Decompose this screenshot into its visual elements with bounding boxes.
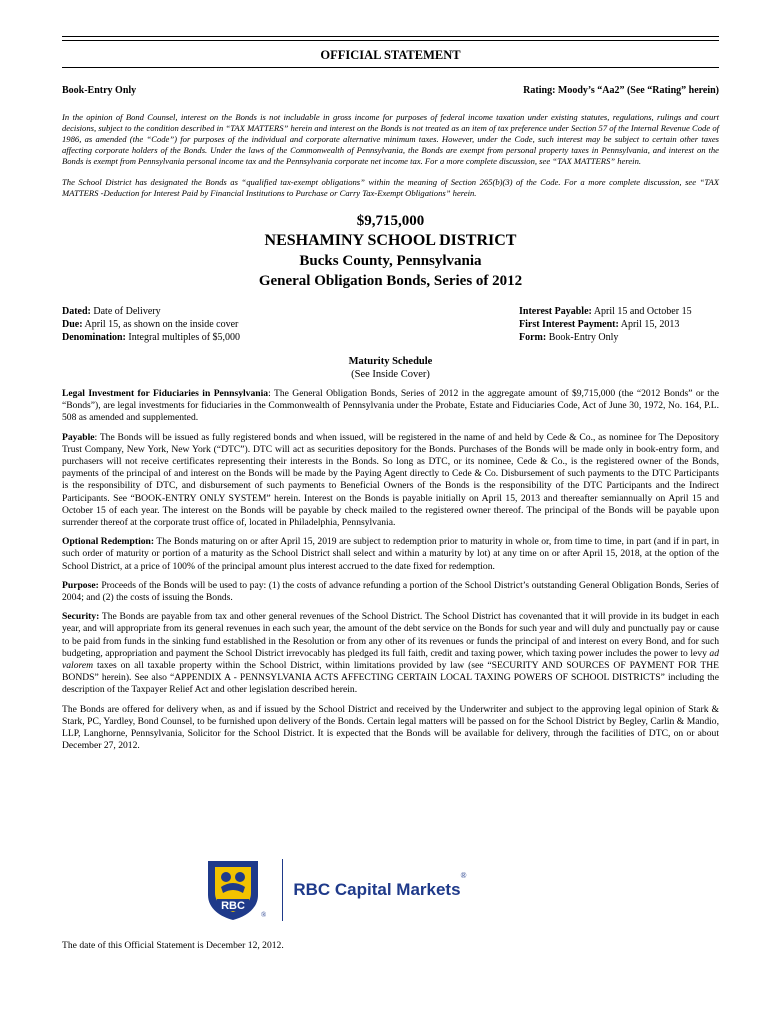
document-heading: OFFICIAL STATEMENT	[320, 48, 461, 62]
security-paragraph	[62, 611, 719, 696]
denomination-label: Denomination:	[62, 332, 126, 343]
purpose-label: Purpose:	[62, 579, 99, 591]
rbc-mark-text: RBC	[221, 900, 245, 912]
heading-rule	[62, 67, 719, 68]
maturity-block	[62, 355, 719, 381]
terms-left	[62, 305, 240, 344]
redemption-paragraph	[62, 536, 719, 573]
interest-payable-label: Interest Payable:	[519, 306, 592, 317]
payable-paragraph	[62, 432, 719, 530]
purpose-paragraph	[62, 580, 719, 604]
terms-right	[519, 305, 719, 344]
rbc-mark-reg: ®	[261, 911, 267, 919]
rbc-shield-icon	[205, 859, 261, 921]
legal-investment-paragraph	[62, 388, 719, 425]
rbc-name-reg: ®	[460, 871, 467, 880]
top-rule	[62, 36, 719, 37]
offering-paragraph: The Bonds are offered for delivery when, as and if issued by the School District and received by the Underwriter and subject to the approving legal opinion of Stark & Stark, PC, Yardley, Bond Counsel, to be furnished upon delivery of the Bonds. Certain legal matters will be passed on for the School District by Begley, Carlin & Mandio, LLP, Langhorne, Pennsylvania, Solicitor for the School District. It is expected that the Bonds will be available for delivery, through the facilities of DTC, on or about December 27, 2012.	[62, 703, 719, 752]
redemption-text: The Bonds maturing on or after April 15, 2019 are subject to redemption prior to maturity in whole or, from time to time, in part (and if in part, in such order of maturity or portion of a maturity as the School District shall select and within a maturity by lot) at any time on or after April 15, 2018, at the option of the School District, at a price of 100% of the principal amount plus interest accrued to the date fixed for redemption.	[62, 536, 719, 572]
statement-date: The date of this Official Statement is December 12, 2012.	[62, 940, 284, 951]
designation-paragraph: The School District has designated the Bonds as “qualified tax-exempt obligations” within the meaning of Section 265(b)(3) of the Code. For a more complete discussion, see “TAX MATTERS -Deduction for Interest Paid by Financial Institutions to Purchase or Carry Tax-Exempt Obligations” herein.	[62, 177, 719, 198]
dated-label: Dated:	[62, 306, 91, 317]
header-row	[62, 85, 719, 96]
official-statement-page	[62, 36, 719, 752]
form-value: Book-Entry Only	[548, 332, 619, 343]
book-entry-label: Book-Entry Only	[62, 85, 137, 96]
security-text-b: taxes on all taxable property within the School District, within limitations provided by law (see “SECURITY AND SOURCES OF PAYMENT FOR THE BONDS” herein). See also “APPENDIX A - PENNSYLVANIA ACTS AFFECTING CERTAIN LOCAL TAXING POWERS OF SCHOOL DISTRICTS” including the description of the Taxpayer Relief Act and other legislation described herein.	[62, 660, 719, 696]
security-text-italic: ad valorem	[62, 647, 719, 672]
issuer-name: NESHAMINY SCHOOL DISTRICT	[264, 232, 517, 249]
form-label: Form:	[519, 332, 547, 343]
logo-divider	[282, 859, 283, 921]
security-text-a: The Bonds are payable from tax and other general revenues of the School District. The School District has covenanted that it will provide in its budget in each year, and will appropriate from its general revenues in each such year, the amount of the debt service on the Bonds for such year and will duly and punctually pay or cause to be paid from funds in the sinking fund established in the Resolution or from any other of its revenues or funds the principal of and interest on every Bond, and for such budgeting, appropriation and payment the School District irrevocably has pledged its full faith, credit and taxing power, which taxing power includes the power to levy	[62, 611, 719, 659]
maturity-title: Maturity Schedule	[348, 356, 433, 367]
legal-investment-label: Legal Investment for Fiduciaries in Pennsylvania	[62, 388, 269, 399]
first-interest-label: First Interest Payment:	[519, 319, 619, 330]
payable-label: Payable	[62, 431, 95, 443]
redemption-label: Optional Redemption:	[62, 536, 155, 548]
bond-title-block	[62, 211, 719, 291]
rating-label: Rating: Moody’s “Aa2” (See “Rating” herein)	[523, 85, 719, 96]
due-label: Due:	[62, 319, 83, 330]
payable-text: : The Bonds will be issued as fully registered bonds and when issued, will be registered in the name of and held by Cede & Co., as nominee for The Depository Trust Company, New York, New York (“DTC”). DTC will act as securities depository for the Bonds. Purchases of the Bonds will be made only in book-entry form, and purchasers will not receive certificates representing their interests in the Bonds. So long as DTC, or its nominee, Cede & Co., is the registered owner of the Bonds, payments of the principal of and interest on the Bonds will be made by the Paying Agent directly to Cede & Co. Disbursement of such payments to the DTC Participants is the responsibility of DTC, and disbursement of such payments to Beneficial Owners of the Bonds is the responsibility of the DTC Participants and the Indirect Participants. See “BOOK-ENTRY ONLY SYSTEM” herein. Interest on the Bonds is payable initially on April 15, 2013 and thereafter semiannually on April 15 and October 15 of each year. The interest on the Bonds will be payable by check mailed to the registered owner thereof. The principal of the Bonds will be payable upon surrender thereof at the corporate trust office of, located in Philadelphia, Pennsylvania.	[62, 431, 719, 529]
county-name: Bucks County, Pennsylvania	[299, 253, 482, 269]
maturity-note: (See Inside Cover)	[351, 369, 430, 380]
security-label: Security:	[62, 611, 100, 623]
due-value: April 15, as shown on the inside cover	[84, 319, 239, 330]
series-name: General Obligation Bonds, Series of 2012	[258, 273, 523, 289]
first-interest-value: April 15, 2013	[620, 319, 680, 330]
terms-block	[62, 305, 719, 344]
dated-value: Date of Delivery	[93, 306, 161, 317]
rbc-logo	[205, 857, 467, 923]
legal-investment-text: : The General Obligation Bonds, Series of 2012 in the aggregate amount of $9,715,000 (the “2012 Bonds” or the “Bonds”), are legal investments for fiduciaries in the Commonwealth of Pennsylvania under the Probate, Estate and Fiduciaries Code, Act of June 30, 1972, No. 164, P.L. 508 as amended and supplemented.	[62, 388, 719, 424]
purpose-text: Proceeds of the Bonds will be used to pay: (1) the costs of advance refunding a portion of the School District’s outstanding General Obligation Bonds, Series of 2004; and (2) the costs of issuing the Bonds.	[62, 579, 719, 604]
bond-amount: $9,715,000	[356, 213, 425, 229]
denomination-value: Integral multiples of $5,000	[128, 332, 241, 343]
tax-opinion-paragraph: In the opinion of Bond Counsel, interest on the Bonds is not includable in gross income for purposes of federal income taxation under existing statutes, regulations, rulings and court decisions, subject to the condition described in “TAX MATTERS” herein and interest on the Bonds is not treated as an item of tax preference under Section 57 of the Internal Revenue Code of 1986, as amended (the “Code”) for purposes of the individual and corporate alternative minimum taxes. However, under the Code, such interest may be subject to certain other taxes affecting corporate holders of the Bonds. Under the laws of the Commonwealth of Pennsylvania, the Bonds are exempt from personal property taxes in Pennsylvania, and interest on the Bonds is exempt from Pennsylvania personal income tax and the Pennsylvania corporate net income tax. For a more complete discussion, see “TAX MATTERS” herein.	[62, 112, 719, 166]
interest-payable-value: April 15 and October 15	[593, 306, 692, 317]
rbc-capital-markets-name: RBC Capital Markets	[293, 880, 461, 899]
